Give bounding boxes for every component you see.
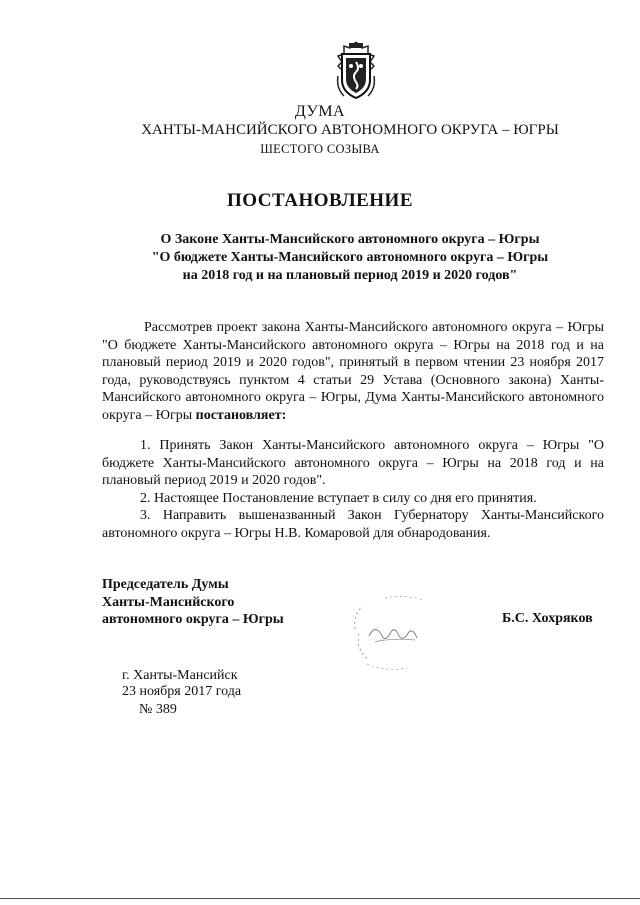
region-name: ХАНТЫ-МАНСИЙСКОГО АВТОНОМНОГО ОКРУГА – ЮГРЫ bbox=[141, 122, 559, 138]
resolution-item-1: 1. Принять Закон Ханты-Мансийского автономного округа – Югры "О бюджете Ханты-Мансийского автономного округа – Югры на 2018 год и на плановый период 2019 и 2020 годов". bbox=[102, 438, 604, 488]
handwritten-signature-icon bbox=[345, 594, 465, 674]
signatory-title-line-1: Председатель Думы bbox=[102, 577, 229, 592]
issue-date: 23 ноября 2017 года bbox=[122, 684, 242, 699]
resolution-item-2: 2. Настоящее Постановление вступает в силу со дня его принятия. bbox=[140, 491, 537, 506]
signatory-title bbox=[102, 576, 284, 629]
signatory-name: Б.С. Хохряков bbox=[502, 611, 593, 626]
document-number: № 389 bbox=[139, 702, 177, 717]
document-subject bbox=[30, 231, 640, 285]
subject-line-3: на 2018 год и на плановый период 2019 и 2020 годов" bbox=[182, 268, 518, 283]
subject-line-2: "О бюджете Ханты-Мансийского автономного округа – Югры bbox=[151, 250, 549, 265]
signatory-title-line-3: автономного округа – Югры bbox=[102, 612, 284, 627]
preamble-resolves: постановляет: bbox=[195, 407, 287, 423]
issue-place: г. Ханты-Мансийск bbox=[122, 668, 238, 683]
body-name: ДУМА bbox=[294, 103, 346, 120]
bottom-divider bbox=[0, 898, 640, 899]
preamble-text: Рассмотрев проект закона Ханты-Мансийского автономного округа – Югры "О бюджете Ханты-Мансийского автономного округа – Югры на 2018 год и на плановый период 2019 и 2020 годов", принятый в первом чтении 23 ноября 2017 года, руководствуясь пунктом 4 статьи 29 Устава (Основного закона) Ханты-Мансийского автономного округа – Югры, Дума Ханты-Мансийского автономного округа – Югры bbox=[102, 320, 604, 423]
resolution-item-3: 3. Направить вышеназванный Закон Губернатору Ханты-Мансийского автономного округа – Югры Н.В. Комаровой для обнародования. bbox=[102, 508, 604, 541]
subject-line-1: О Законе Ханты-Мансийского автономного округа – Югры bbox=[160, 232, 540, 247]
coat-of-arms-icon bbox=[332, 40, 380, 102]
preamble-paragraph bbox=[102, 319, 604, 424]
signatory-title-line-2: Ханты-Мансийского bbox=[102, 594, 235, 610]
convocation: ШЕСТОГО СОЗЫВА bbox=[260, 142, 380, 156]
document-type: ПОСТАНОВЛЕНИЕ bbox=[226, 190, 414, 211]
